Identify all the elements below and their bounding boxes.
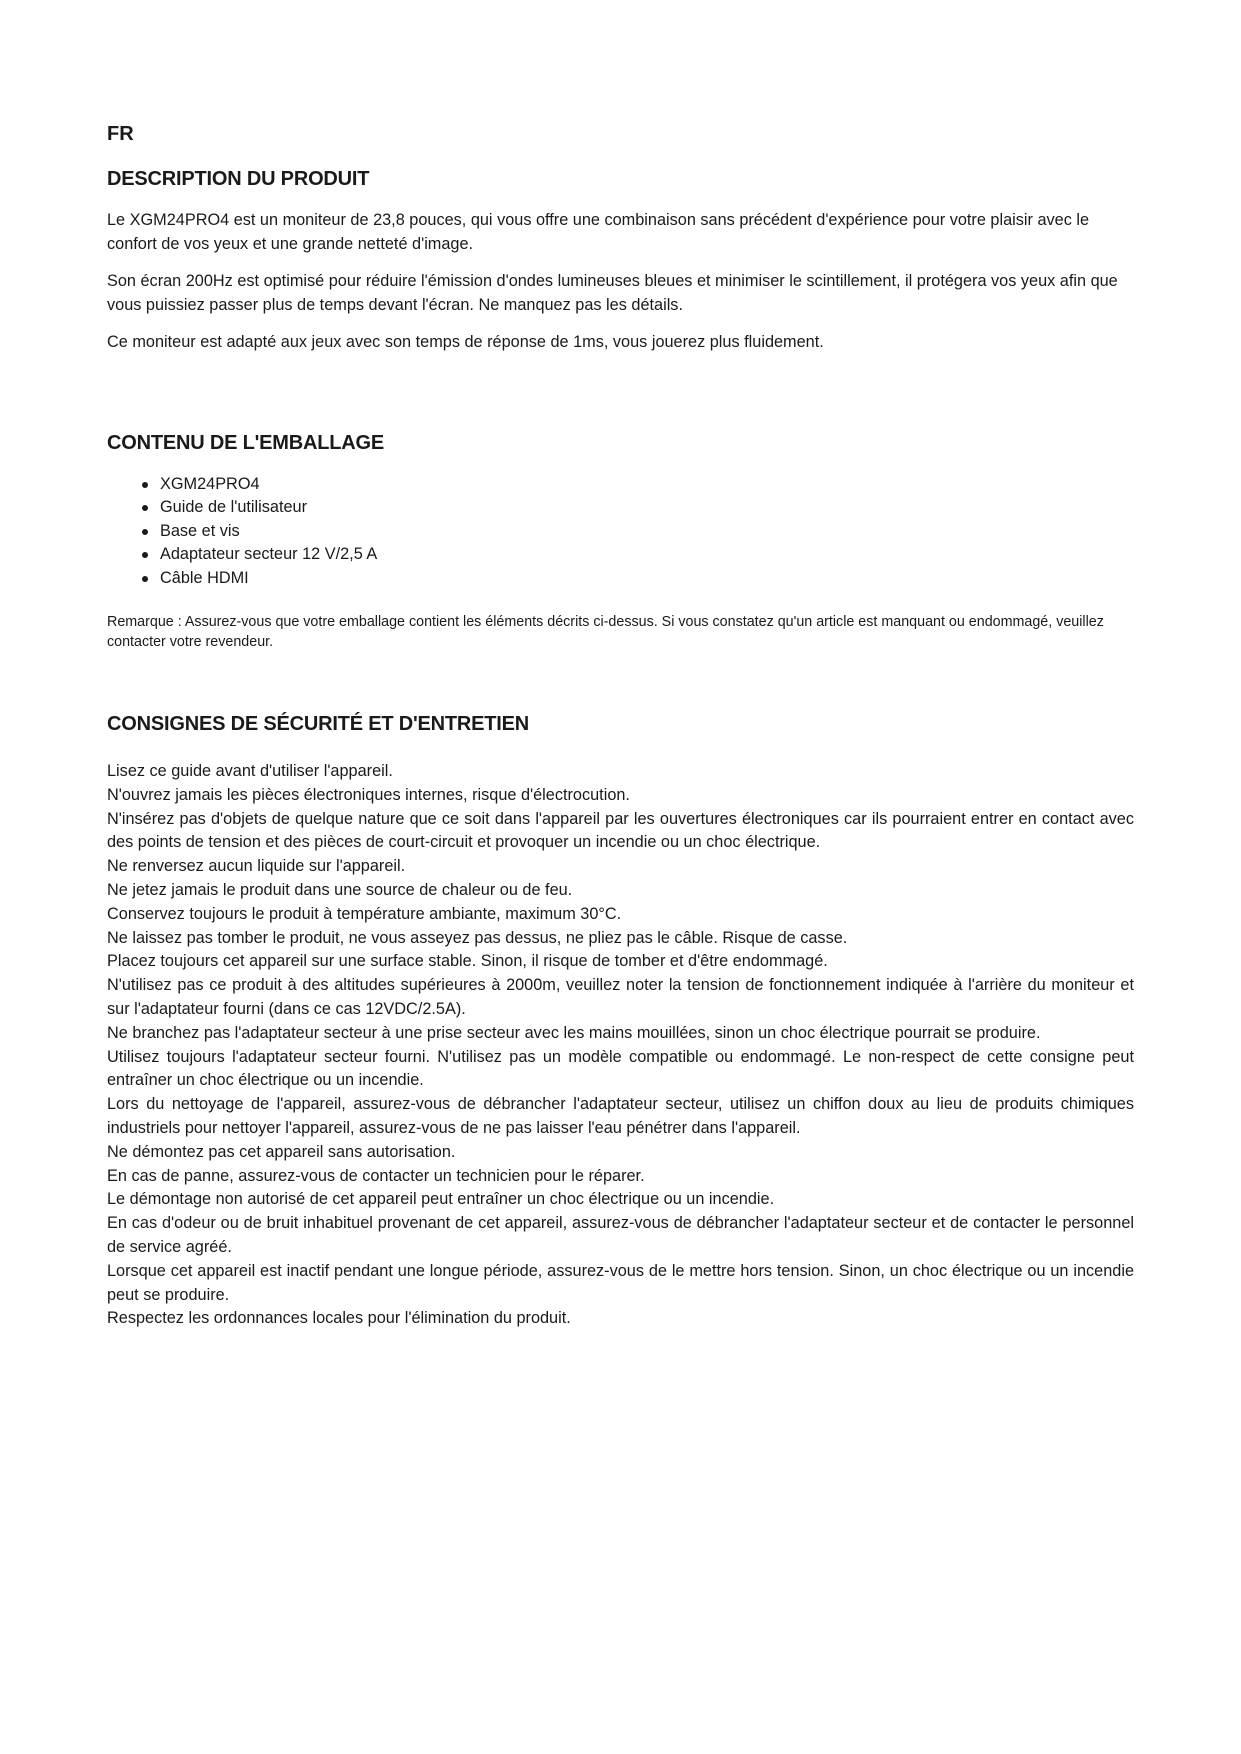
bullet-icon (142, 576, 148, 582)
safety-line: N'insérez pas d'objets de quelque nature que ce soit dans l'appareil par les ouvertures électroniques car ils pourraient entrer en contact avec des points de tension et des pièces de court-circuit et provoquer un incendie ou un choc électrique. (107, 809, 1134, 852)
package-item-label: Câble HDMI (160, 568, 249, 587)
safety-line: Ne jetez jamais le produit dans une source de chaleur ou de feu. (107, 880, 573, 899)
safety-line: N'utilisez pas ce produit à des altitudes supérieures à 2000m, veuillez noter la tension de fonctionnement indiquée à l'arrière du moniteur et sur l'adaptateur fourni (dans ce cas 12VDC/2.5A). (107, 976, 1134, 1018)
safety-line: Lorsque cet appareil est inactif pendant une longue période, assurez-vous de le mettre hors tension. Sinon, un choc électrique ou un incendie peut se produire. (107, 1261, 1134, 1304)
package-list (107, 473, 1134, 591)
safety-line: Placez toujours cet appareil sur une surface stable. Sinon, il risque de tomber et d'être endommagé. (107, 952, 828, 971)
package-remark: Remarque : Assurez-vous que votre emballage contient les éléments décrits ci-dessus. Si vous constatez qu'un article est manquant ou endommagé, veuillez contacter votre revendeur. (107, 614, 1104, 650)
section-spacer (107, 369, 1134, 431)
safety-line: En cas d'odeur ou de bruit inhabituel provenant de cet appareil, assurez-vous de débrancher l'adaptateur secteur et de contacter le personnel de service agréé. (107, 1214, 1134, 1256)
description-paragraph: Son écran 200Hz est optimisé pour réduire l'émission d'ondes lumineuses bleues et minimiser le scintillement, il protégera vos yeux afin que vous puissiez passer plus de temps devant l'écran. Ne manquez pas les détails. (107, 272, 1118, 314)
description-paragraph: Ce moniteur est adapté aux jeux avec son temps de réponse de 1ms, vous jouerez plus fluidement. (107, 333, 824, 351)
package-item (160, 496, 1134, 520)
description-section (107, 167, 1134, 355)
package-item (160, 543, 1134, 567)
safety-line: Utilisez toujours l'adaptateur secteur fourni. N'utilisez pas un modèle compatible ou endommagé. Le non-respect de cette consigne peut entraîner un choc électrique ou un incendie. (107, 1047, 1134, 1090)
safety-line: Lors du nettoyage de l'appareil, assurez-vous de débrancher l'adaptateur secteur, utilisez un chiffon doux au lieu de produits chimiques industriels pour nettoyer l'appareil, assurez-vous de ne pas laisser l'eau pénétrer dans l'appareil. (107, 1095, 1134, 1137)
safety-line: Ne démontez pas cet appareil sans autorisation. (107, 1142, 456, 1161)
safety-line: Ne laissez pas tomber le produit, ne vous asseyez pas dessus, ne pliez pas le câble. Risque de casse. (107, 928, 848, 947)
safety-line: N'ouvrez jamais les pièces électroniques internes, risque d'électrocution. (107, 785, 630, 804)
section-spacer (107, 652, 1134, 712)
safety-line: En cas de panne, assurez-vous de contacter un technicien pour le réparer. (107, 1166, 645, 1185)
safety-line: Ne branchez pas l'adaptateur secteur à une prise secteur avec les mains mouillées, sinon un choc électrique pourrait se produire. (107, 1023, 1041, 1042)
description-heading: DESCRIPTION DU PRODUIT (107, 168, 370, 190)
package-heading: CONTENU DE L'EMBALLAGE (107, 431, 385, 454)
safety-heading: CONSIGNES DE SÉCURITÉ ET D'ENTRETIEN (107, 713, 530, 735)
safety-section (107, 712, 1134, 1331)
package-section (107, 431, 1134, 653)
safety-line: Le démontage non autorisé de cet appareil peut entraîner un choc électrique ou un incendie. (107, 1190, 775, 1209)
package-item (160, 520, 1134, 544)
package-item-label: Base et vis (160, 521, 240, 540)
bullet-icon (142, 505, 148, 511)
package-item-label: XGM24PRO4 (160, 474, 260, 493)
package-item (160, 473, 1134, 497)
safety-line: Conservez toujours le produit à température ambiante, maximum 30°C. (107, 904, 622, 923)
package-item-label: Adaptateur secteur 12 V/2,5 A (160, 545, 378, 563)
language-code: FR (107, 123, 134, 145)
package-item-label: Guide de l'utilisateur (160, 498, 308, 516)
bullet-icon (142, 552, 148, 558)
safety-line: Ne renversez aucun liquide sur l'appareil. (107, 857, 406, 876)
bullet-icon (142, 482, 148, 488)
bullet-icon (142, 529, 148, 535)
description-paragraph: Le XGM24PRO4 est un moniteur de 23,8 pouces, qui vous offre une combinaison sans précédent d'expérience pour votre plaisir avec le confort de vos yeux et une grande netteté d'image. (107, 211, 1090, 253)
safety-line: Lisez ce guide avant d'utiliser l'appareil. (107, 762, 393, 780)
safety-line: Respectez les ordonnances locales pour l'élimination du produit. (107, 1309, 571, 1328)
package-item (160, 567, 1134, 591)
